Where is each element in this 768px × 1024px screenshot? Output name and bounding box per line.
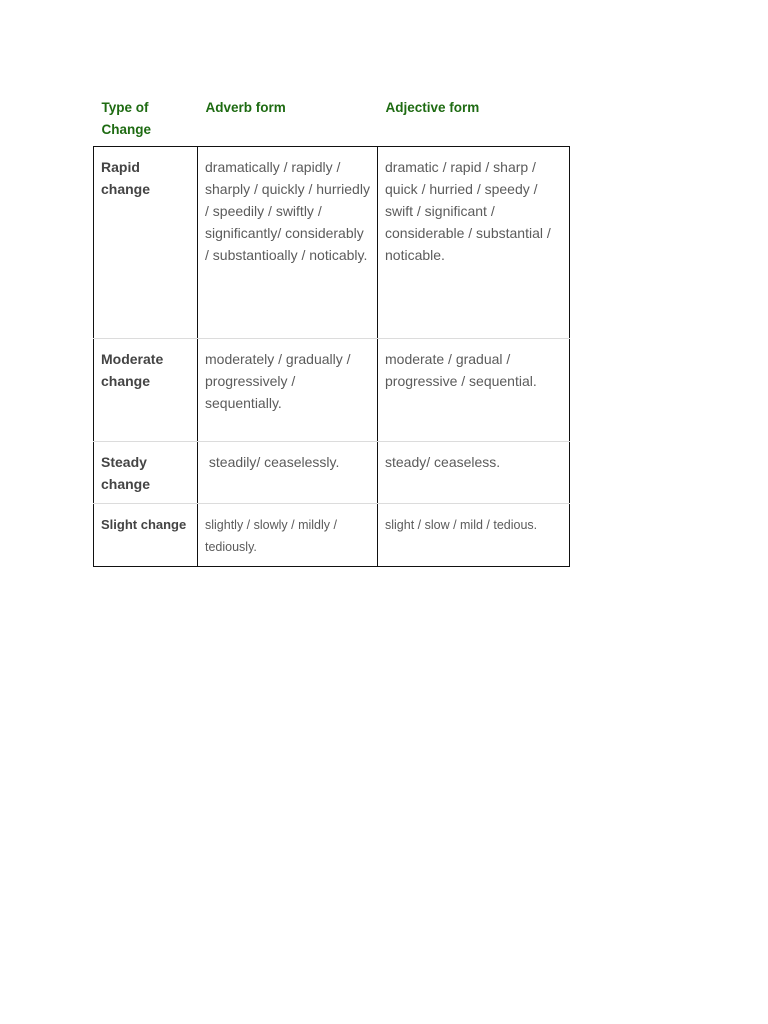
header-type-of-change: Type of Change: [101, 100, 152, 137]
adverb-cell: slightly / slowly / mildly / tediously.: [198, 504, 378, 567]
type-cell: Rapid change: [94, 147, 198, 339]
table-row-steady-change: [94, 442, 570, 504]
table-body: [94, 147, 570, 567]
adjective-cell: slight / slow / mild / tedious.: [378, 504, 570, 567]
table-header: [94, 96, 570, 147]
adverb-cell: dramatically / rapidly / sharply / quickly / hurriedly / speedily / swiftly / significantly/ considerably / substantioally / noticably.: [198, 147, 378, 339]
adjective-cell: moderate / gradual / progressive / sequential.: [378, 339, 570, 442]
type-cell: Moderate change: [94, 339, 198, 442]
header-adverb-form: Adverb form: [205, 100, 286, 115]
header-adjective-form: Adjective form: [385, 100, 480, 115]
type-cell: Slight change: [94, 504, 198, 567]
table-row-rapid-change: [94, 147, 570, 339]
type-cell: Steady change: [94, 442, 198, 504]
table-row-slight-change: [94, 504, 570, 567]
adjective-cell: dramatic / rapid / sharp / quick / hurried / speedy / swift / significant / considerable / substantial / noticable.: [378, 147, 570, 339]
header-row: [94, 96, 570, 147]
adjective-cell: steady/ ceaseless.: [378, 442, 570, 504]
adverb-cell: moderately / gradually / progressively / sequentially.: [198, 339, 378, 442]
table-row-moderate-change: [94, 339, 570, 442]
adverb-cell: steadily/ ceaselessly.: [198, 442, 378, 504]
change-vocabulary-table: [93, 96, 570, 567]
